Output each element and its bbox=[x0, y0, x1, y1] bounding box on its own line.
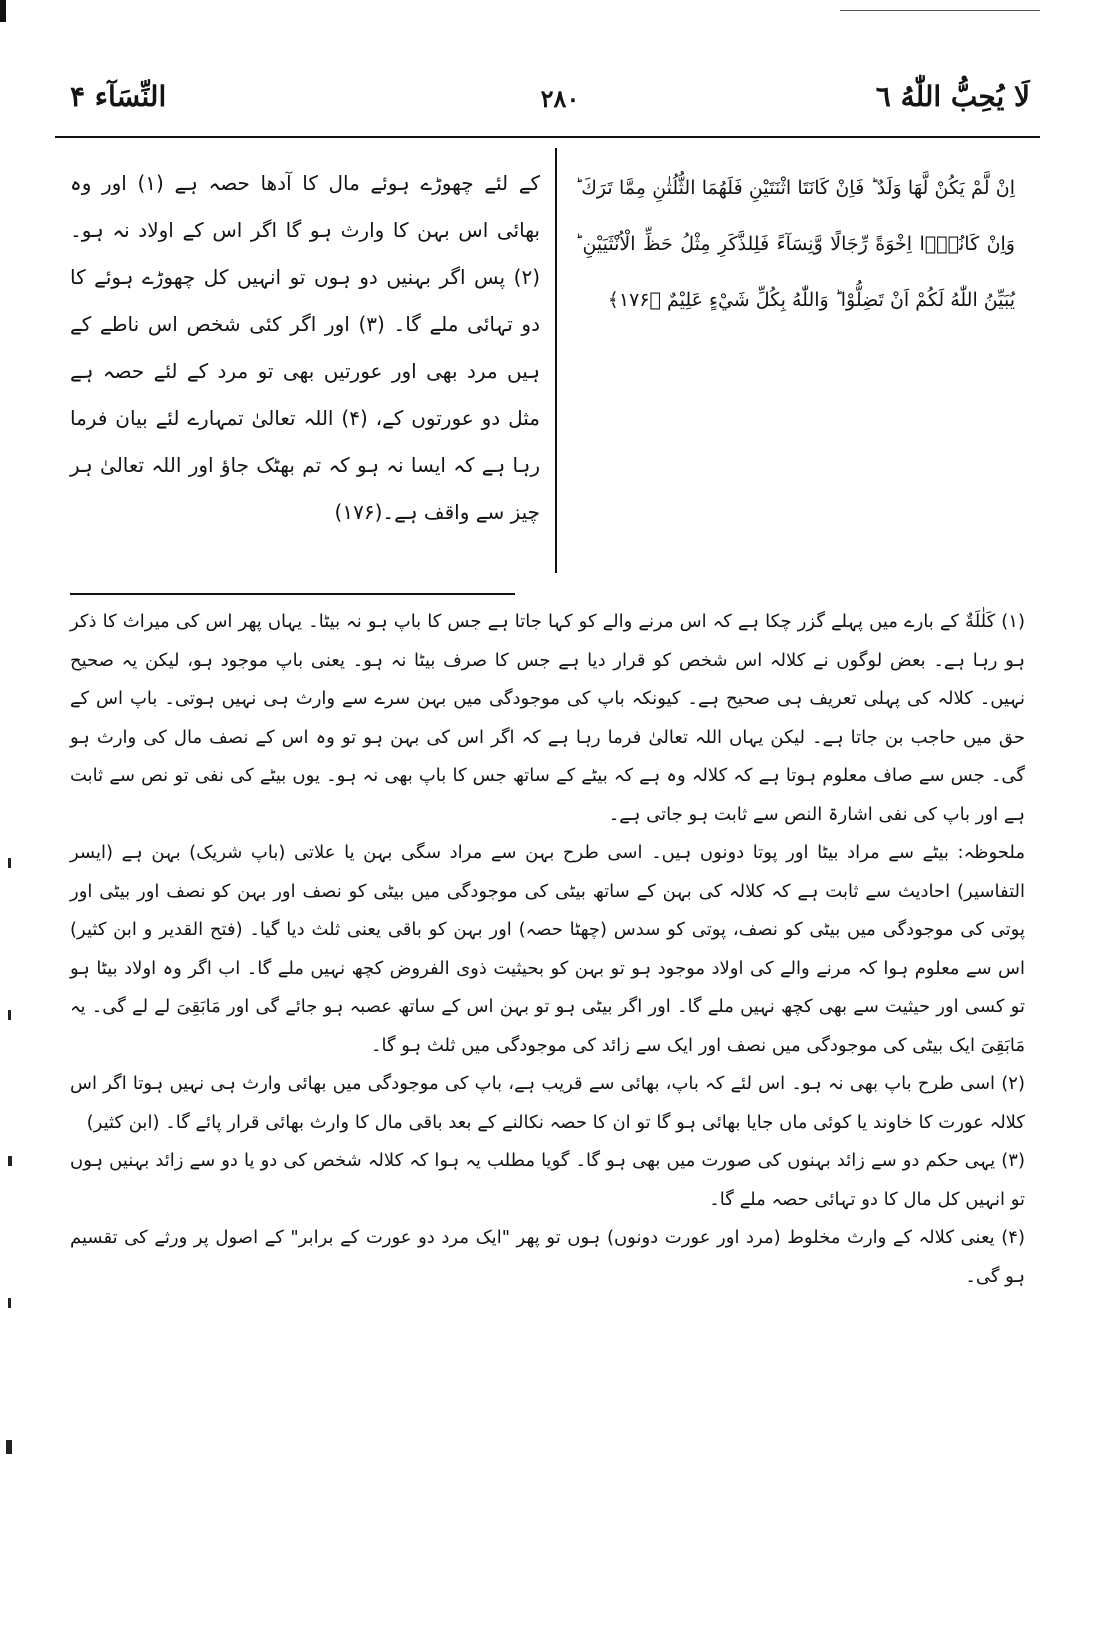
margin-mark bbox=[6, 1440, 12, 1454]
column-divider bbox=[555, 148, 557, 573]
urdu-translation: کے لئے چھوڑے ہوئے مال کا آدھا حصہ ہے (۱) اور وہ بھائی اس بہن کا وارث ہو گا اگر اس کے اولاد نہ ہو۔ (۲) پس اگر بہنیں دو ہوں تو انہیں کل چھوڑے ہوئے کا دو تہائی ملے گا۔ (۳) اور اگر کئی شخص اس ناطے کے ہیں مرد بھی اور عورتیں بھی تو مرد کے لئے حصہ ہے مثل دو عورتوں کے، (۴) اللہ تعالیٰ تمہارے لئے بیان فرما رہا ہے کہ ایسا نہ ہو کہ تم بھٹک جاؤ اور اللہ تعالیٰ ہر چیز سے واقف ہے۔(۱۷۶) bbox=[70, 171, 540, 524]
footnote-2: (۲) اسی طرح باپ بھی نہ ہو۔ اس لئے کہ باپ، بھائی سے قریب ہے، باپ کی موجودگی میں بھائی وارث ہی نہیں ہوتا اگر اس کلالہ عورت کا خاوند یا کوئی ماں جایا بھائی ہو گا تو ان کا حصہ نکالنے کے بعد باقی مال کا وارث بھائی قرار پائے گا۔ (ابن کثیر) bbox=[70, 1073, 1025, 1133]
margin-mark bbox=[8, 858, 11, 868]
margin-mark bbox=[8, 1298, 11, 1308]
margin-mark bbox=[8, 1010, 11, 1020]
left-edge-mark bbox=[0, 0, 6, 22]
header-divider bbox=[55, 136, 1040, 138]
top-edge-line bbox=[840, 10, 1040, 11]
footnote-3: (۳) یہی حکم دو سے زائد بہنوں کی صورت میں بھی ہو گا۔ گویا مطلب یہ ہوا کہ کلالہ شخص کی دو یا دو سے زائد بہنیں ہوں تو انہیں کل مال کا دو تہائی حصہ ملے گا۔ bbox=[70, 1150, 1025, 1210]
margin-mark bbox=[8, 1156, 12, 1166]
page-header bbox=[70, 80, 1030, 130]
footnote-1: (۱) کَلٰلَةٌ کے بارے میں پہلے گزر چکا ہے کہ اس مرنے والے کو کہا جاتا ہے جس کا باپ ہو نہ بیٹا۔ یہاں پھر اس کی میراث کا ذکر ہو رہا ہے۔ بعض لوگوں نے کلالہ اس شخص کو قرار دیا ہے جس کا صرف بیٹا نہ ہو۔ یعنی باپ موجود ہو، لیکن یہ صحیح نہیں۔ کلالہ کی پہلی تعریف ہی صحیح ہے۔ کیونکہ باپ کی موجودگی میں بہن سرے سے وارث ہی نہیں ہوتی۔ باپ اس کے حق میں حاجب بن جاتا ہے۔ لیکن یہاں اللہ تعالیٰ فرما رہا ہے کہ اگر اس کی بہن ہو تو وہ اس کے نصف مال کی وارث ہو گی۔ جس سے صاف معلوم ہوتا ہے کہ کلالہ وہ ہے کہ بیٹے کے ساتھ جس کا باپ بھی نہ ہو۔ یوں بیٹے کی نفی تو نص سے ثابت ہے اور باپ کی نفی اشارۃ النص سے ثابت ہو جاتی ہے۔ bbox=[70, 611, 1025, 825]
footnote-divider bbox=[70, 593, 515, 595]
footnotes bbox=[70, 603, 1025, 1296]
page-number: ۲۸۰ bbox=[540, 84, 580, 113]
footnote-remark: ملحوظہ: بیٹے سے مراد بیٹا اور پوتا دونوں ہیں۔ اسی طرح بہن سے مراد سگی بہن یا علاتی (باپ شریک) بہن ہے (ایسر التفاسیر) احادیث سے ثابت ہے کہ کلالہ کی بہن کے ساتھ بیٹی کی موجودگی میں بیٹی کو نصف اور بہن کو نصف اور بیٹی اور پوتی کی موجودگی میں بیٹی کو نصف، پوتی کو سدس (چھٹا حصہ) اور بہن کو باقی یعنی ثلث دیا گیا۔ (فتح القدیر و ابن کثیر) اس سے معلوم ہوا کہ مرنے والے کی اولاد موجود ہو تو بہن کو بحیثیت ذوی الفروض کچھ نہیں ملے گا۔ اب اگر وہ اولاد بیٹا ہو تو کسی اور حیثیت سے بھی کچھ نہیں ملے گا۔ اور اگر بیٹی ہو تو بہن اس کے ساتھ عصبہ ہو جائے گی اور مَابَقِیَ لے لے گی۔ یہ مَابَقِیَ ایک بیٹی کی موجودگی میں نصف اور ایک سے زائد کی موجودگی میں ثلث ہو گا۔ bbox=[70, 842, 1025, 1056]
surah-title: النِّسَآء ۴ bbox=[70, 80, 167, 113]
footnote-4: (۴) یعنی کلالہ کے وارث مخلوط (مرد اور عورت دونوں) ہوں تو پھر "ایک مرد دو عورت کے برابر" کے اصول پر ورثے کی تقسیم ہو گی۔ bbox=[70, 1227, 1025, 1287]
arabic-verse: اِنْ لَّمْ يَكُنْ لَّهَا وَلَدٌ ؕ فَاِنْ كَانَتَا اثْنَتَيْنِ فَلَهُمَا الثُّلُثٰنِ مِمَّا تَرَكَ ؕ وَاِنْ كَانُوْۤا اِخْوَةً رِّجَالًا وَّنِسَآءً فَلِلذَّكَرِ مِثْلُ حَظِّ الْاُنْثَيَيْنِ ؕ يُبَيِّنُ اللّٰهُ لَكُمْ اَنْ تَضِلُّوْا ؕ وَاللّٰهُ بِكُلِّ شَيْءٍ عَلِيْمٌ ﴿۱۷۶﴾ bbox=[575, 177, 1015, 311]
juz-title: لَا يُحِبُّ اللّٰهُ ٦ bbox=[875, 80, 1030, 113]
